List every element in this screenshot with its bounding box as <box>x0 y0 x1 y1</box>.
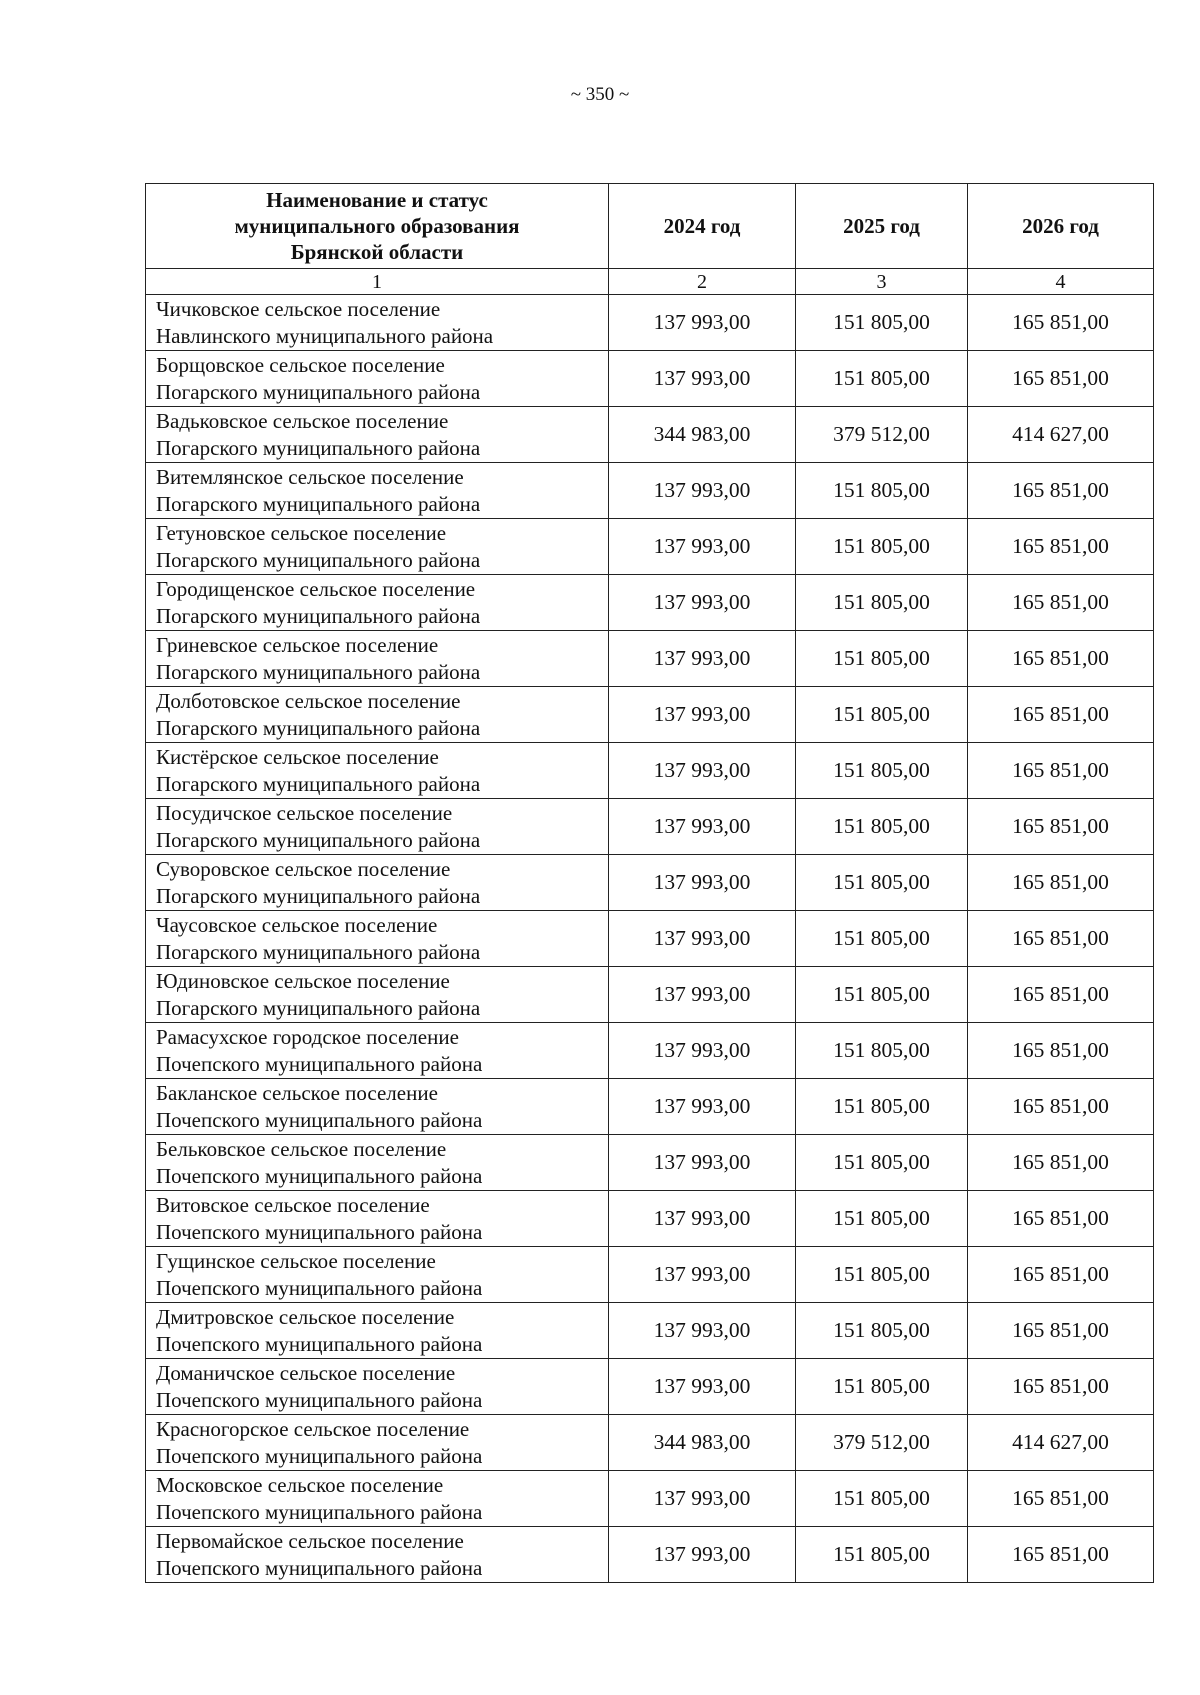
district-name: Погарского муниципального района <box>156 435 481 460</box>
municipality-name-cell <box>146 1359 609 1415</box>
table-row <box>146 631 1154 687</box>
value-2024-cell: 137 993,00 <box>609 967 796 1023</box>
value-2026-cell: 165 851,00 <box>968 519 1154 575</box>
column-number: 3 <box>796 269 968 295</box>
settlement-name: Посудичское сельское поселение <box>156 801 453 825</box>
value-2025-cell: 151 805,00 <box>796 1471 968 1527</box>
value-2024-cell: 137 993,00 <box>609 1247 796 1303</box>
settlement-name: Долботовское сельское поселение <box>156 689 461 713</box>
value-2024-cell: 137 993,00 <box>609 1079 796 1135</box>
value-2025-cell: 151 805,00 <box>796 1303 968 1359</box>
settlement-name: Красногорское сельское поселение <box>156 1417 470 1441</box>
value-2025-cell: 151 805,00 <box>796 295 968 351</box>
settlement-name: Доманичское сельское поселение <box>156 1361 456 1385</box>
value-2026-cell: 165 851,00 <box>968 1527 1154 1583</box>
district-name: Почепского муниципального района <box>156 1331 483 1356</box>
value-2025-cell: 151 805,00 <box>796 855 968 911</box>
value-2025-cell: 151 805,00 <box>796 687 968 743</box>
municipality-name-cell <box>146 1247 609 1303</box>
header-municipality <box>146 184 609 269</box>
municipality-name-cell <box>146 351 609 407</box>
value-2024-cell: 137 993,00 <box>609 351 796 407</box>
header-2026: 2026 год <box>968 184 1154 269</box>
table-row <box>146 687 1154 743</box>
value-2024-cell: 137 993,00 <box>609 855 796 911</box>
value-2026-cell: 165 851,00 <box>968 463 1154 519</box>
settlement-name: Рамасухское городское поселение <box>156 1025 459 1049</box>
district-name: Почепского муниципального района <box>156 1387 483 1412</box>
value-2025-cell: 151 805,00 <box>796 1023 968 1079</box>
table-row <box>146 743 1154 799</box>
table-row <box>146 1135 1154 1191</box>
municipality-name-cell <box>146 1415 609 1471</box>
settlement-name: Юдиновское сельское поселение <box>156 969 450 993</box>
district-name: Почепского муниципального района <box>156 1107 483 1132</box>
value-2024-cell: 344 983,00 <box>609 1415 796 1471</box>
district-name: Погарского муниципального района <box>156 715 481 740</box>
value-2025-cell: 151 805,00 <box>796 799 968 855</box>
value-2026-cell: 165 851,00 <box>968 799 1154 855</box>
district-name: Погарского муниципального района <box>156 771 481 796</box>
table-row <box>146 1359 1154 1415</box>
district-name: Почепского муниципального района <box>156 1219 483 1244</box>
value-2026-cell: 165 851,00 <box>968 1303 1154 1359</box>
municipality-name-cell <box>146 855 609 911</box>
municipality-name-cell <box>146 407 609 463</box>
value-2025-cell: 151 805,00 <box>796 575 968 631</box>
municipality-name-cell <box>146 631 609 687</box>
value-2024-cell: 137 993,00 <box>609 687 796 743</box>
value-2026-cell: 165 851,00 <box>968 1023 1154 1079</box>
value-2025-cell: 151 805,00 <box>796 1191 968 1247</box>
table-row <box>146 519 1154 575</box>
municipality-name-cell <box>146 1303 609 1359</box>
value-2026-cell: 165 851,00 <box>968 967 1154 1023</box>
column-number: 4 <box>968 269 1154 295</box>
settlement-name: Бакланское сельское поселение <box>156 1081 438 1105</box>
value-2024-cell: 137 993,00 <box>609 1135 796 1191</box>
header-name-line: Брянской области <box>290 240 464 264</box>
municipality-name-cell <box>146 911 609 967</box>
table-row <box>146 1079 1154 1135</box>
municipality-name-cell <box>146 463 609 519</box>
value-2025-cell: 151 805,00 <box>796 1079 968 1135</box>
settlement-name: Дмитровское сельское поселение <box>156 1305 455 1329</box>
settlement-name: Чаусовское сельское поселение <box>156 913 438 937</box>
value-2026-cell: 165 851,00 <box>968 351 1154 407</box>
value-2024-cell: 137 993,00 <box>609 1359 796 1415</box>
table-row <box>146 351 1154 407</box>
district-name: Погарского муниципального района <box>156 491 481 516</box>
municipality-name-cell <box>146 1191 609 1247</box>
value-2024-cell: 137 993,00 <box>609 631 796 687</box>
budget-table <box>145 183 1154 1583</box>
value-2024-cell: 137 993,00 <box>609 295 796 351</box>
value-2026-cell: 165 851,00 <box>968 743 1154 799</box>
value-2025-cell: 151 805,00 <box>796 519 968 575</box>
district-name: Погарского муниципального района <box>156 547 481 572</box>
table-row <box>146 1471 1154 1527</box>
page-number: ~ 350 ~ <box>570 84 630 105</box>
municipality-name-cell <box>146 1023 609 1079</box>
value-2026-cell: 165 851,00 <box>968 855 1154 911</box>
settlement-name: Чичковское сельское поселение <box>156 297 441 321</box>
value-2025-cell: 151 805,00 <box>796 1135 968 1191</box>
settlement-name: Городищенское сельское поселение <box>156 577 476 601</box>
district-name: Погарского муниципального района <box>156 995 481 1020</box>
district-name: Почепского муниципального района <box>156 1163 483 1188</box>
value-2024-cell: 137 993,00 <box>609 1023 796 1079</box>
district-name: Погарского муниципального района <box>156 659 481 684</box>
value-2024-cell: 137 993,00 <box>609 1471 796 1527</box>
table-row <box>146 575 1154 631</box>
district-name: Почепского муниципального района <box>156 1275 483 1300</box>
district-name: Почепского муниципального района <box>156 1499 483 1524</box>
value-2025-cell: 151 805,00 <box>796 911 968 967</box>
value-2025-cell: 151 805,00 <box>796 743 968 799</box>
value-2025-cell: 151 805,00 <box>796 463 968 519</box>
value-2026-cell: 165 851,00 <box>968 575 1154 631</box>
table-row <box>146 855 1154 911</box>
header-name-line: муниципального образования <box>234 214 520 238</box>
value-2025-cell: 379 512,00 <box>796 407 968 463</box>
municipality-name-cell <box>146 295 609 351</box>
value-2026-cell: 165 851,00 <box>968 1135 1154 1191</box>
table-row <box>146 463 1154 519</box>
value-2026-cell: 414 627,00 <box>968 1415 1154 1471</box>
value-2025-cell: 151 805,00 <box>796 1247 968 1303</box>
value-2026-cell: 165 851,00 <box>968 687 1154 743</box>
column-number: 1 <box>146 269 609 295</box>
table-row <box>146 407 1154 463</box>
settlement-name: Вадьковское сельское поселение <box>156 409 449 433</box>
table-row <box>146 1527 1154 1583</box>
municipality-name-cell <box>146 575 609 631</box>
table-row <box>146 1415 1154 1471</box>
value-2025-cell: 151 805,00 <box>796 1359 968 1415</box>
value-2025-cell: 379 512,00 <box>796 1415 968 1471</box>
value-2024-cell: 137 993,00 <box>609 1527 796 1583</box>
value-2025-cell: 151 805,00 <box>796 631 968 687</box>
municipality-name-cell <box>146 687 609 743</box>
value-2025-cell: 151 805,00 <box>796 1527 968 1583</box>
settlement-name: Витемлянское сельское поселение <box>156 465 464 489</box>
table-row <box>146 295 1154 351</box>
value-2024-cell: 137 993,00 <box>609 743 796 799</box>
district-name: Почепского муниципального района <box>156 1051 483 1076</box>
table-row <box>146 1247 1154 1303</box>
table-row <box>146 799 1154 855</box>
header-2025: 2025 год <box>796 184 968 269</box>
header-name-line: Наименование и статус <box>266 188 488 212</box>
table-row <box>146 911 1154 967</box>
district-name: Погарского муниципального района <box>156 883 481 908</box>
district-name: Погарского муниципального района <box>156 603 481 628</box>
settlement-name: Гущинское сельское поселение <box>156 1249 436 1273</box>
municipality-name-cell <box>146 1471 609 1527</box>
column-number-row <box>146 269 1154 295</box>
district-name: Почепского муниципального района <box>156 1555 483 1580</box>
settlement-name: Бельковское сельское поселение <box>156 1137 447 1161</box>
header-2024: 2024 год <box>609 184 796 269</box>
value-2026-cell: 165 851,00 <box>968 1471 1154 1527</box>
table-header-row <box>146 184 1154 269</box>
value-2026-cell: 165 851,00 <box>968 1191 1154 1247</box>
table-row <box>146 1191 1154 1247</box>
settlement-name: Гриневское сельское поселение <box>156 633 439 657</box>
value-2026-cell: 165 851,00 <box>968 1079 1154 1135</box>
value-2024-cell: 137 993,00 <box>609 1303 796 1359</box>
settlement-name: Гетуновское сельское поселение <box>156 521 447 545</box>
value-2024-cell: 137 993,00 <box>609 575 796 631</box>
value-2026-cell: 165 851,00 <box>968 631 1154 687</box>
settlement-name: Суворовское сельское поселение <box>156 857 451 881</box>
municipality-name-cell <box>146 1079 609 1135</box>
value-2025-cell: 151 805,00 <box>796 967 968 1023</box>
settlement-name: Витовское сельское поселение <box>156 1193 430 1217</box>
value-2026-cell: 414 627,00 <box>968 407 1154 463</box>
value-2024-cell: 137 993,00 <box>609 463 796 519</box>
district-name: Погарского муниципального района <box>156 939 481 964</box>
municipality-name-cell <box>146 1135 609 1191</box>
settlement-name: Борщовское сельское поселение <box>156 353 445 377</box>
table-row <box>146 967 1154 1023</box>
value-2024-cell: 137 993,00 <box>609 1191 796 1247</box>
table-row <box>146 1303 1154 1359</box>
settlement-name: Московское сельское поселение <box>156 1473 444 1497</box>
value-2024-cell: 137 993,00 <box>609 519 796 575</box>
value-2024-cell: 137 993,00 <box>609 911 796 967</box>
municipality-name-cell <box>146 1527 609 1583</box>
settlement-name: Кистёрское сельское поселение <box>156 745 439 769</box>
column-number: 2 <box>609 269 796 295</box>
table-row <box>146 1023 1154 1079</box>
value-2024-cell: 137 993,00 <box>609 799 796 855</box>
municipality-name-cell <box>146 799 609 855</box>
settlement-name: Первомайское сельское поселение <box>156 1529 464 1553</box>
municipality-name-cell <box>146 743 609 799</box>
district-name: Погарского муниципального района <box>156 379 481 404</box>
value-2025-cell: 151 805,00 <box>796 351 968 407</box>
value-2026-cell: 165 851,00 <box>968 295 1154 351</box>
table-body <box>146 295 1154 1583</box>
district-name: Почепского муниципального района <box>156 1443 483 1468</box>
value-2026-cell: 165 851,00 <box>968 1247 1154 1303</box>
value-2024-cell: 344 983,00 <box>609 407 796 463</box>
value-2026-cell: 165 851,00 <box>968 1359 1154 1415</box>
municipality-name-cell <box>146 967 609 1023</box>
district-name: Погарского муниципального района <box>156 827 481 852</box>
value-2026-cell: 165 851,00 <box>968 911 1154 967</box>
municipality-name-cell <box>146 519 609 575</box>
district-name: Навлинского муниципального района <box>156 323 494 348</box>
